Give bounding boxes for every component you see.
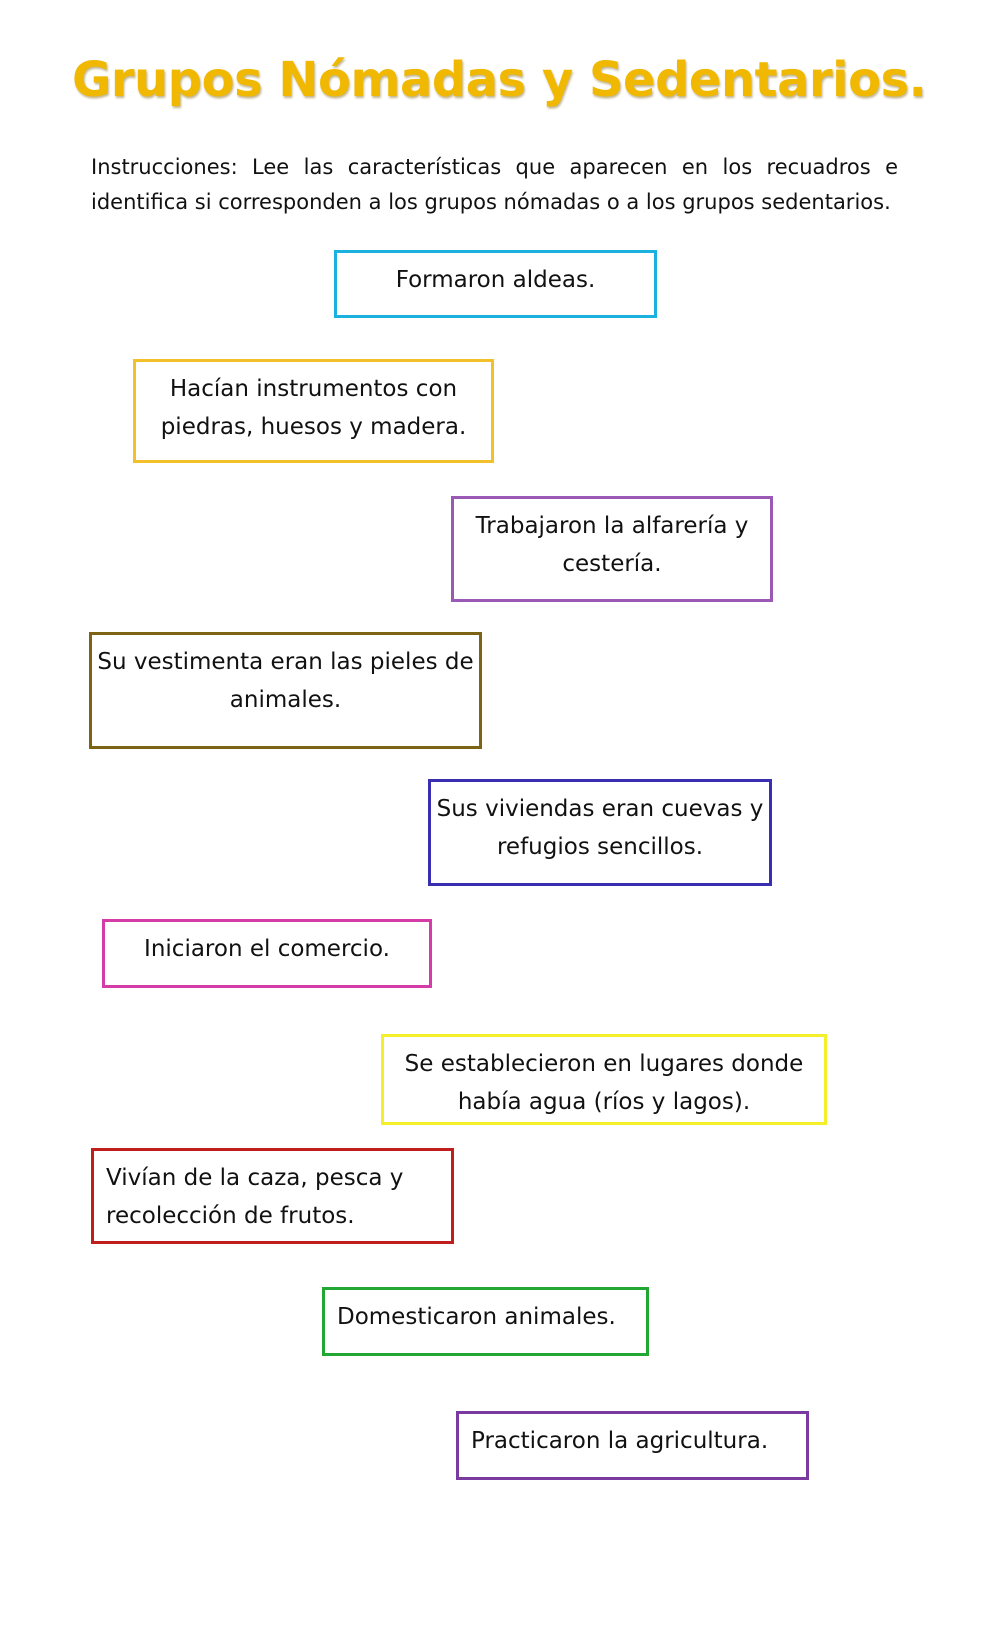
card-domesticaron[interactable]: Domesticaron animales.: [322, 1287, 649, 1356]
page-title: Grupos Nómadas y Sedentarios.: [72, 52, 927, 108]
card-alfareria[interactable]: Trabajaron la alfarería y cestería.: [451, 496, 773, 602]
card-instrumentos[interactable]: Hacían instrumentos con piedras, huesos y madera.: [133, 359, 494, 463]
card-comercio[interactable]: Iniciaron el comercio.: [102, 919, 432, 988]
card-agricultura[interactable]: Practicaron la agricultura.: [456, 1411, 809, 1480]
card-viviendas[interactable]: Sus viviendas eran cuevas y refugios sencillos.: [428, 779, 772, 886]
card-agua[interactable]: Se establecieron en lugares donde había agua (ríos y lagos).: [381, 1034, 827, 1125]
instructions-text: Instrucciones: Lee las características que aparecen en los recuadros e identifica si corresponden a los grupos nómadas o a los grupos sedentarios.: [91, 155, 898, 214]
card-vestimenta[interactable]: Su vestimenta eran las pieles de animales.: [89, 632, 482, 749]
card-caza-pesca[interactable]: Vivían de la caza, pesca y recolección de frutos.: [91, 1148, 454, 1244]
card-formaron-aldeas[interactable]: Formaron aldeas.: [334, 250, 657, 318]
